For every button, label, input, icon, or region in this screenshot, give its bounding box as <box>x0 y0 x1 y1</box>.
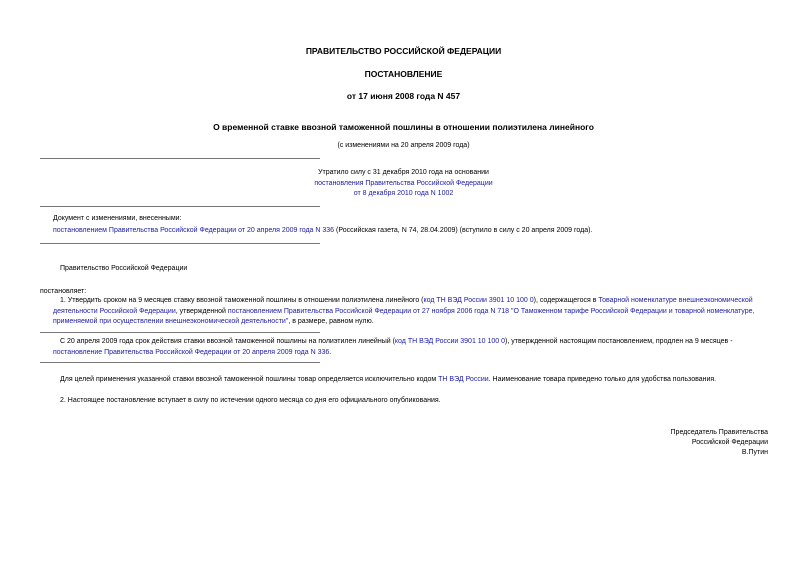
resolution-718-link[interactable]: постановлением Правительства Российской Федерации от 27 ноября 2006 года N 718 "О Таможенном тарифе Российской Федерации и товарной номенклатуре, <box>227 307 755 315</box>
amendment-details: (Российская газета, N 74, 28.04.2009) (вступило в силу с 20 апреля 2009 года). <box>334 227 593 234</box>
note-text-a: С 20 апреля 2009 года срок действия ставки ввозной таможенной пошлины на полиэтилен линейный ( <box>60 338 395 345</box>
signatory-title: Председатель Правительства <box>670 429 768 436</box>
divider <box>40 362 320 363</box>
tnved-code-link-2[interactable]: код ТН ВЭД России 3901 10 100 0 <box>394 338 506 345</box>
usage-text-b: . Наименование товара приведено только для удобства пользования. <box>488 376 717 383</box>
resolves-label: постановляет: <box>40 288 87 295</box>
divider <box>40 332 320 333</box>
issuing-authority: ПРАВИТЕЛЬСТВО РОССИЙСКОЙ ФЕДЕРАЦИИ <box>305 46 502 56</box>
extension-note <box>53 337 733 358</box>
signature-block <box>671 428 768 458</box>
p1-text-d: , в размере, равном нулю. <box>288 318 374 325</box>
resolution-336-link[interactable]: постановление Правительства Российской Федерации от 20 апреля 2009 года N 336 <box>53 348 330 356</box>
amendment-link[interactable]: постановлением Правительства Российской Федерации от 20 апреля 2009 года N 336 <box>53 227 335 234</box>
divider <box>40 206 320 207</box>
document-type: ПОСТАНОВЛЕНИЕ <box>364 69 443 79</box>
tnved-code-link[interactable]: код ТН ВЭД России 3901 10 100 0 <box>423 297 534 304</box>
resolution-718-link-cont[interactable]: применяемой при осуществлении внешнеэкономической деятельности" <box>53 318 289 325</box>
signatory-name: В.Путин <box>741 449 768 456</box>
divider <box>40 158 320 159</box>
usage-paragraph <box>53 375 716 386</box>
p1-text-c: , утвержденной <box>175 307 228 315</box>
paragraph-2: 2. Настоящее постановление вступает в силу по истечении одного месяца со дня его официального опубликования. <box>60 397 441 404</box>
signatory-org: Российской Федерации <box>691 439 768 446</box>
divider <box>40 243 320 244</box>
paragraph-1 <box>53 296 754 328</box>
nomenclature-link-part2[interactable]: деятельности Российской Федерации <box>53 307 176 315</box>
p1-text-a: 1. Утвердить сроком на 9 месяцев ставку ввозной таможенной пошлины в отношении полиэтилена линейного ( <box>60 297 424 304</box>
changes-intro: Документ с изменениями, внесенными: <box>53 215 182 222</box>
repeal-link-line2[interactable]: от 8 декабря 2010 года N 1002 <box>353 190 454 197</box>
note-text-b: ), утвержденной настоящим постановлением, продлен на 9 месяцев - <box>505 338 733 345</box>
note-text-c: . <box>329 348 332 356</box>
amendments-note: (с изменениями на 20 апреля 2009 года) <box>337 142 470 149</box>
p1-text-b: ), содержащегося в <box>533 297 599 304</box>
document-date-number: от 17 июня 2008 года N 457 <box>346 91 461 101</box>
repeal-link-line1[interactable]: постановления Правительства Российской Федерации <box>314 180 493 187</box>
nomenclature-link-part1[interactable]: Товарной номенклатуре внешнеэкономической <box>598 297 753 304</box>
changes-line <box>53 226 592 237</box>
usage-text-a: Для целей применения указанной ставки ввозной таможенной пошлины товар определяется исключительно кодом <box>60 376 439 383</box>
government-label: Правительство Российской Федерации <box>60 265 188 272</box>
tnved-link[interactable]: ТН ВЭД России <box>438 376 489 383</box>
document-title: О временной ставке ввозной таможенной пошлины в отношении полиэтилена линейного <box>213 122 594 132</box>
status-text: Утратило силу с 31 декабря 2010 года на основании <box>318 169 489 176</box>
